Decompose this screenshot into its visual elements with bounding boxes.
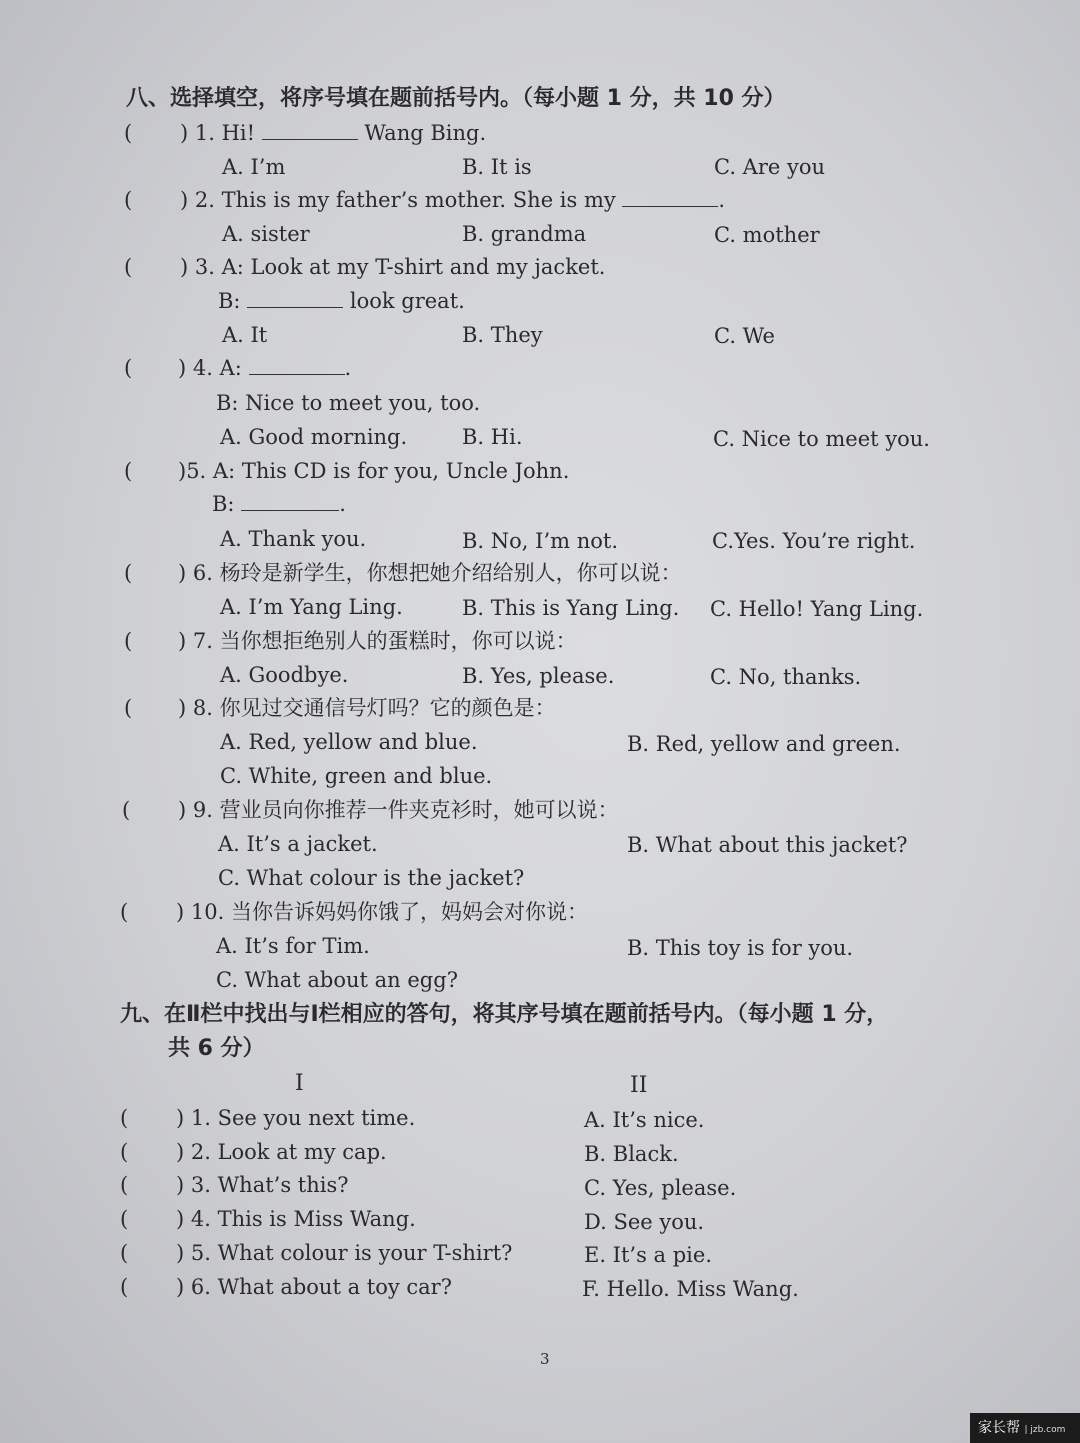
q4-option-b: B. Hi.	[462, 425, 523, 449]
question-2	[180, 190, 725, 211]
q3-response	[218, 291, 465, 312]
answer-blank	[262, 138, 358, 140]
q1-stem-pre: ) 1. Hi!	[180, 121, 262, 145]
q4-option-a: A. Good morning.	[220, 425, 408, 449]
answer-paren: (	[124, 561, 133, 585]
match-question-2: ) 2. Look at my cap.	[176, 1140, 387, 1164]
answer-paren: (	[120, 1275, 129, 1299]
q2-option-c: C. mother	[714, 223, 820, 247]
answer-blank	[249, 373, 345, 375]
watermark-sub: | jzb.com	[1024, 1425, 1066, 1435]
answer-paren: (	[120, 900, 129, 924]
answer-blank	[622, 205, 718, 207]
q6-option-c: C. Hello! Yang Ling.	[710, 597, 924, 621]
section8-header: 八、选择填空，将序号填在题前括号内。（每小题 1 分，共 10 分）	[126, 86, 786, 111]
q1-option-a: A. I’m	[222, 155, 286, 179]
q5-option-a: A. Thank you.	[220, 527, 367, 551]
answer-paren: (	[124, 121, 133, 145]
q10-option-c: C. What about an egg?	[216, 968, 458, 992]
q8-option-c: C. White, green and blue.	[220, 764, 493, 788]
q3-option-b: B. They	[462, 323, 543, 347]
watermark-logo	[970, 1413, 1080, 1443]
match-answer-c: C. Yes, please.	[584, 1176, 737, 1200]
answer-paren: (	[120, 1140, 129, 1164]
answer-paren: (	[124, 356, 133, 380]
q2-stem-pre: ) 2. This is my father’s mother. She is my	[180, 188, 623, 212]
q4-option-c: C. Nice to meet you.	[713, 427, 930, 451]
page-number: 3	[540, 1350, 550, 1368]
q5-b-post: .	[339, 492, 346, 516]
column-i-title: I	[295, 1071, 304, 1096]
q6-option-a: A. I’m Yang Ling.	[220, 595, 403, 619]
q3-b-post: look great.	[343, 289, 465, 313]
q5-option-b: B. No, I’m not.	[462, 529, 618, 553]
q8-stem: ) 8. 你见过交通信号灯吗？它的颜色是：	[178, 696, 556, 720]
q9-option-b: B. What about this jacket?	[627, 833, 908, 857]
q10-option-a: A. It’s for Tim.	[216, 934, 370, 958]
q9-stem: ) 9. 营业员向你推荐一件夹克衫时，她可以说：	[178, 798, 619, 822]
watermark-main: 家长帮	[978, 1420, 1020, 1436]
q10-option-b: B. This toy is for you.	[627, 936, 854, 960]
q6-stem: ) 6. 杨玲是新学生，你想把她介绍给别人，你可以说：	[178, 561, 682, 585]
answer-paren: (	[124, 188, 133, 212]
answer-paren: (	[122, 798, 131, 822]
section9-header-cont: 共 6 分）	[168, 1036, 265, 1061]
match-answer-f: F. Hello. Miss Wang.	[582, 1277, 799, 1301]
q3-b-pre: B:	[218, 289, 248, 313]
answer-paren: (	[124, 629, 133, 653]
match-question-6: ) 6. What about a toy car?	[176, 1275, 452, 1299]
q9-option-c: C. What colour is the jacket?	[218, 866, 525, 890]
question-4	[178, 358, 351, 379]
answer-paren: (	[120, 1207, 129, 1231]
q3-option-c: C. We	[714, 324, 775, 348]
q6-option-b: B. This is Yang Ling.	[462, 596, 680, 620]
answer-paren: (	[120, 1106, 129, 1130]
match-answer-e: E. It’s a pie.	[584, 1243, 712, 1267]
match-question-4: ) 4. This is Miss Wang.	[176, 1207, 416, 1231]
q8-option-b: B. Red, yellow and green.	[627, 732, 901, 756]
q1-stem-post: Wang Bing.	[357, 121, 487, 145]
question-1	[180, 123, 486, 144]
answer-paren: (	[120, 1241, 129, 1265]
q7-option-c: C. No, thanks.	[710, 665, 862, 689]
q4-stem-pre: ) 4. A:	[178, 356, 249, 380]
section9-header: 九、在Ⅱ栏中找出与Ⅰ栏相应的答句，将其序号填在题前括号内。（每小题 1 分，	[120, 1002, 889, 1027]
match-question-1: ) 1. See you next time.	[176, 1106, 416, 1130]
match-question-3: ) 3. What’s this?	[176, 1173, 349, 1197]
q9-option-a: A. It’s a jacket.	[218, 832, 378, 856]
q2-stem-post: .	[718, 188, 726, 212]
q7-option-a: A. Goodbye.	[220, 663, 349, 687]
q4-stem-post: .	[344, 356, 352, 380]
column-ii-title: II	[630, 1073, 648, 1098]
match-answer-a: A. It’s nice.	[584, 1108, 705, 1132]
q7-option-b: B. Yes, please.	[462, 664, 615, 688]
match-answer-b: B. Black.	[584, 1142, 679, 1166]
q1-option-c: C. Are you	[714, 155, 826, 179]
q10-stem: ) 10. 当你告诉妈妈你饿了，妈妈会对你说：	[176, 900, 588, 924]
q3-stem: ) 3. A: Look at my T-shirt and my jacket.	[180, 255, 606, 279]
answer-paren: (	[124, 459, 133, 483]
q7-stem: ) 7. 当你想拒绝别人的蛋糕时，你可以说：	[178, 629, 577, 653]
answer-paren: (	[124, 696, 133, 720]
answer-paren: (	[120, 1173, 129, 1197]
q2-option-a: A. sister	[222, 222, 310, 246]
q2-option-b: B. grandma	[462, 222, 587, 246]
q1-option-b: B. It is	[462, 155, 532, 179]
q4-response: B: Nice to meet you, too.	[216, 391, 481, 415]
answer-blank	[241, 509, 339, 511]
answer-paren: (	[124, 255, 133, 279]
q3-option-a: A. It	[222, 323, 268, 347]
match-answer-d: D. See you.	[584, 1210, 705, 1234]
q5-stem: )5. A: This CD is for you, Uncle John.	[178, 459, 570, 483]
q5-option-c: C.Yes. You’re right.	[712, 529, 916, 553]
q8-option-a: A. Red, yellow and blue.	[220, 730, 478, 754]
q5-response	[212, 494, 346, 515]
q5-b-pre: B:	[212, 492, 242, 516]
match-question-5: ) 5. What colour is your T-shirt?	[176, 1241, 513, 1265]
answer-blank	[247, 306, 343, 308]
